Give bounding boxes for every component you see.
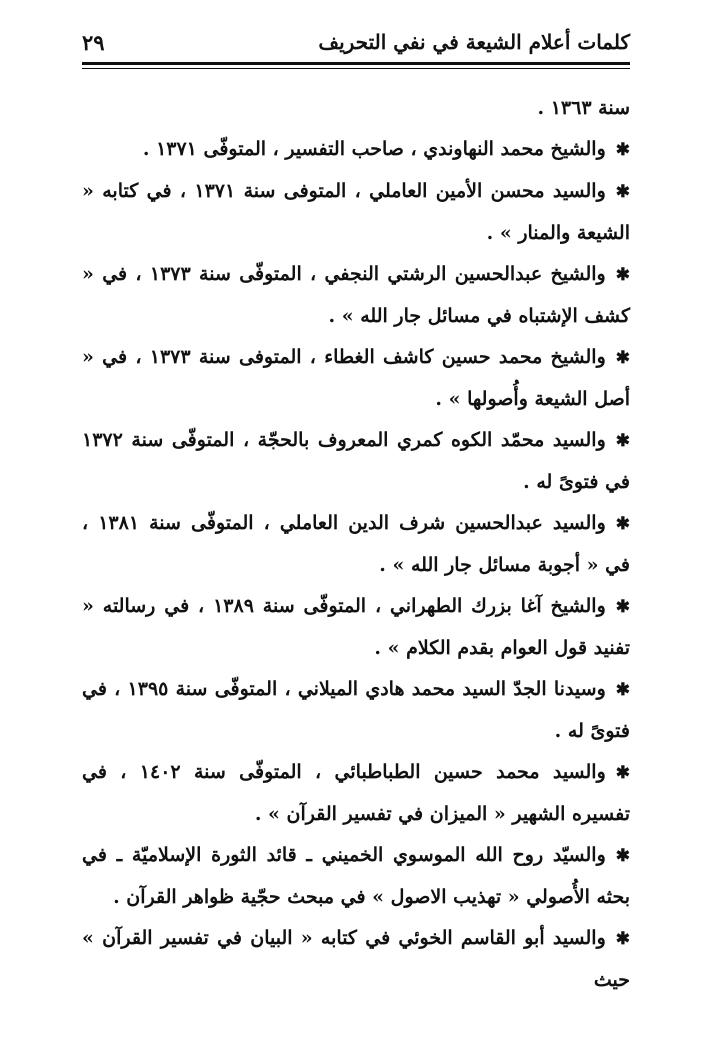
asterisk-bullet-icon: ✱: [615, 597, 630, 617]
header-rule-thin: [82, 68, 630, 69]
list-item: [82, 254, 630, 337]
running-header: [82, 30, 630, 60]
asterisk-bullet-icon: ✱: [615, 265, 630, 285]
paragraph-text: والشيخ عبدالحسين الرشتي النجفي ، المتوفّى سنة ١٣٧٣ ، في « كشف الإشتباه في مسائل جار الله » .: [82, 263, 630, 327]
header-title: كلمات أعلام الشيعة في نفي التحريف: [318, 30, 630, 54]
paragraph-text: والسيّد روح الله الموسوي الخميني ـ قائد الثورة الإسلاميّة ـ في بحثه الأُصولي « تهذيب الاصول » في مبحث حجّية ظواهر القرآن .: [82, 844, 630, 908]
paragraph-text: والشيخ محمد حسين كاشف الغطاء ، المتوفى سنة ١٣٧٣ ، في « أصل الشيعة وأُصولها » .: [82, 346, 630, 410]
paragraph-text: وسيدنا الجدّ السيد محمد هادي الميلاني ، المتوفّى سنة ١٣٩٥ ، في فتوىً له .: [82, 678, 630, 742]
asterisk-bullet-icon: ✱: [615, 514, 630, 534]
paragraph-text: والسيد محسن الأمين العاملي ، المتوفى سنة ١٣٧١ ، في كتابه « الشيعة والمنار » .: [82, 180, 630, 244]
asterisk-bullet-icon: ✱: [615, 140, 630, 160]
asterisk-bullet-icon: ✱: [615, 929, 630, 949]
list-item: [82, 752, 630, 835]
paragraph-text: والسيد محمد حسين الطباطبائي ، المتوفّى سنة ١٤٠٢ ، في تفسيره الشهير « الميزان في تفسير القرآن » .: [82, 761, 630, 825]
paragraph-text: والسيد عبدالحسين شرف الدين العاملي ، المتوفّى سنة ١٣٨١ ، في « أجوبة مسائل جار الله » .: [82, 512, 630, 576]
asterisk-bullet-icon: ✱: [615, 431, 630, 451]
paragraph-text: والسيد محمّد الكوه كمري المعروف بالحجّة ، المتوفّى سنة ١٣٧٢ في فتوىً له .: [82, 429, 630, 493]
list-item: [82, 171, 630, 254]
list-item: [82, 503, 630, 586]
list-item: [82, 918, 630, 1001]
list-item: [82, 586, 630, 669]
paragraph-text: والسيد أبو القاسم الخوئي في كتابه « البيان في تفسير القرآن » حيث: [82, 927, 630, 991]
asterisk-bullet-icon: ✱: [615, 846, 630, 866]
paragraph-continuation: [82, 88, 630, 129]
paragraph-text: والشيخ محمد النهاوندي ، صاحب التفسير ، المتوفّى ١٣٧١ .: [142, 138, 606, 160]
list-item: [82, 669, 630, 752]
header-rule-thick: [82, 62, 630, 65]
page-number: ٢٩: [82, 30, 105, 55]
paragraph-text: سنة ١٣٦٣ .: [537, 97, 630, 119]
asterisk-bullet-icon: ✱: [615, 763, 631, 783]
list-item: [82, 129, 630, 171]
paragraph-text: والشيخ آغا بزرك الطهراني ، المتوفّى سنة ١٣٨٩ ، في رسالته « تفنيد قول العوام بقدم الكلام » .: [82, 595, 630, 659]
asterisk-bullet-icon: ✱: [615, 182, 630, 202]
asterisk-bullet-icon: ✱: [615, 348, 630, 368]
list-item: [82, 337, 630, 420]
asterisk-bullet-icon: ✱: [615, 680, 630, 700]
list-item: [82, 835, 630, 918]
list-item: [82, 420, 630, 503]
body-text: [82, 88, 630, 1001]
